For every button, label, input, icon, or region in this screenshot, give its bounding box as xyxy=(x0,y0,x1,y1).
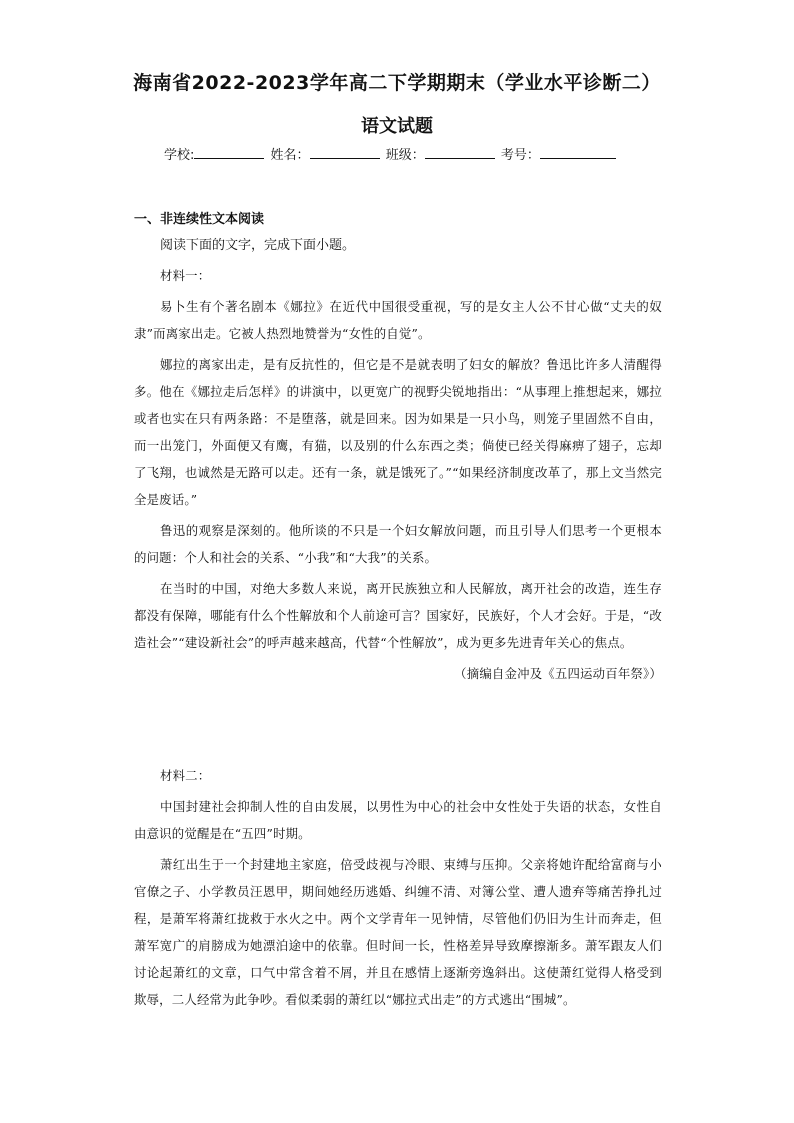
material-one-source: （摘编自金冲及《五四运动百年祭》） xyxy=(454,666,662,681)
material-two-paragraph: 中国封建社会抑制人性的自由发展，以男性为中心的社会中女性处于失语的状态，女性自由意识的觉醒是在“五四”时期。 xyxy=(134,799,662,841)
material-one-paragraph: 易卜生有个著名剧本《娜拉》在近代中国很受重视，写的是女主人公不甘心做“丈夫的奴隶”而离家出走。它被人热烈地赞誉为“女性的自觉”。 xyxy=(134,299,662,341)
material-one-label: 材料一： xyxy=(160,268,211,283)
material-one xyxy=(134,262,662,687)
school-label: 学校: xyxy=(164,148,195,163)
material-one-paragraph: 娜拉的离家出走，是有反抗性的，但它是不是就表明了妇女的解放？鲁迅比许多人清醒得多。他在《娜拉走后怎样》的讲演中，以更宽广的视野尖锐地指出：“从事理上推想起来，娜拉或者也实在只有两条路：不是堕落，就是回来。因为如果是一只小鸟，则笼子里固然不自由，而一出笼门，外面便又有鹰，有猫，以及别的什么东西之类；倘使已经关得麻痹了翅子，忘却了飞翔，也诚然是无路可以走。还有一条，就是饿死了。”“如果经济制度改革了，那上文当然完全是废话。” xyxy=(134,357,662,507)
document-subtitle: 语文试题 xyxy=(361,116,433,137)
section-heading: 一、非连续性文本阅读 xyxy=(134,212,265,227)
material-two xyxy=(134,762,662,1013)
exam-number-blank[interactable] xyxy=(540,144,616,159)
name-label: 姓名： xyxy=(270,148,310,163)
material-one-paragraph: 鲁迅的观察是深刻的。他所谈的不只是一个妇女解放问题，而且引导人们思考一个更根本的问题：个人和社会的关系、“小我”和“大我”的关系。 xyxy=(134,523,662,565)
exam-number-label: 考号： xyxy=(500,148,540,163)
class-label: 班级： xyxy=(385,148,425,163)
school-blank[interactable] xyxy=(194,144,264,159)
student-info-row xyxy=(164,144,618,163)
material-two-paragraph: 萧红出生于一个封建地主家庭，倍受歧视与冷眼、束缚与压抑。父亲将她许配给富商与小官僚之子、小学教员汪恩甲，期间她经历逃婚、纠缠不清、对簿公堂、遭人遗弃等痛苦挣扎过程，是萧军将萧红拢救于水火之中。两个文学青年一见钟情，尽管他们仍旧为生计而奔走，但萧军宽广的肩膀成为她漂泊途中的依靠。但时间一长，性格差异导致摩擦渐多。萧军跟友人们讨论起萧红的文章，口气中常含着不屑，并且在感情上逐渐旁逸斜出。这使萧红觉得人格受到欺辱，二人经常为此争吵。看似柔弱的萧红以“娜拉式出走”的方式逃出“围城”。 xyxy=(134,857,662,1007)
material-one-paragraph: 在当时的中国，对绝大多数人来说，离开民族独立和人民解放，离开社会的改造，连生存都没有保障，哪能有什么个性解放和个人前途可言？国家好，民族好，个人才会好。于是，“改造社会”“建设新社会”的呼声越来越高，代替“个性解放”，成为更多先进青年关心的焦点。 xyxy=(134,581,662,650)
material-two-label: 材料二： xyxy=(160,768,211,783)
name-blank[interactable] xyxy=(310,144,380,159)
section-instruction: 阅读下面的文字，完成下面小题。 xyxy=(160,238,356,253)
document-title: 海南省2022-2023学年高二下学期期末（学业水平诊断二） xyxy=(133,72,661,94)
class-blank[interactable] xyxy=(425,144,495,159)
